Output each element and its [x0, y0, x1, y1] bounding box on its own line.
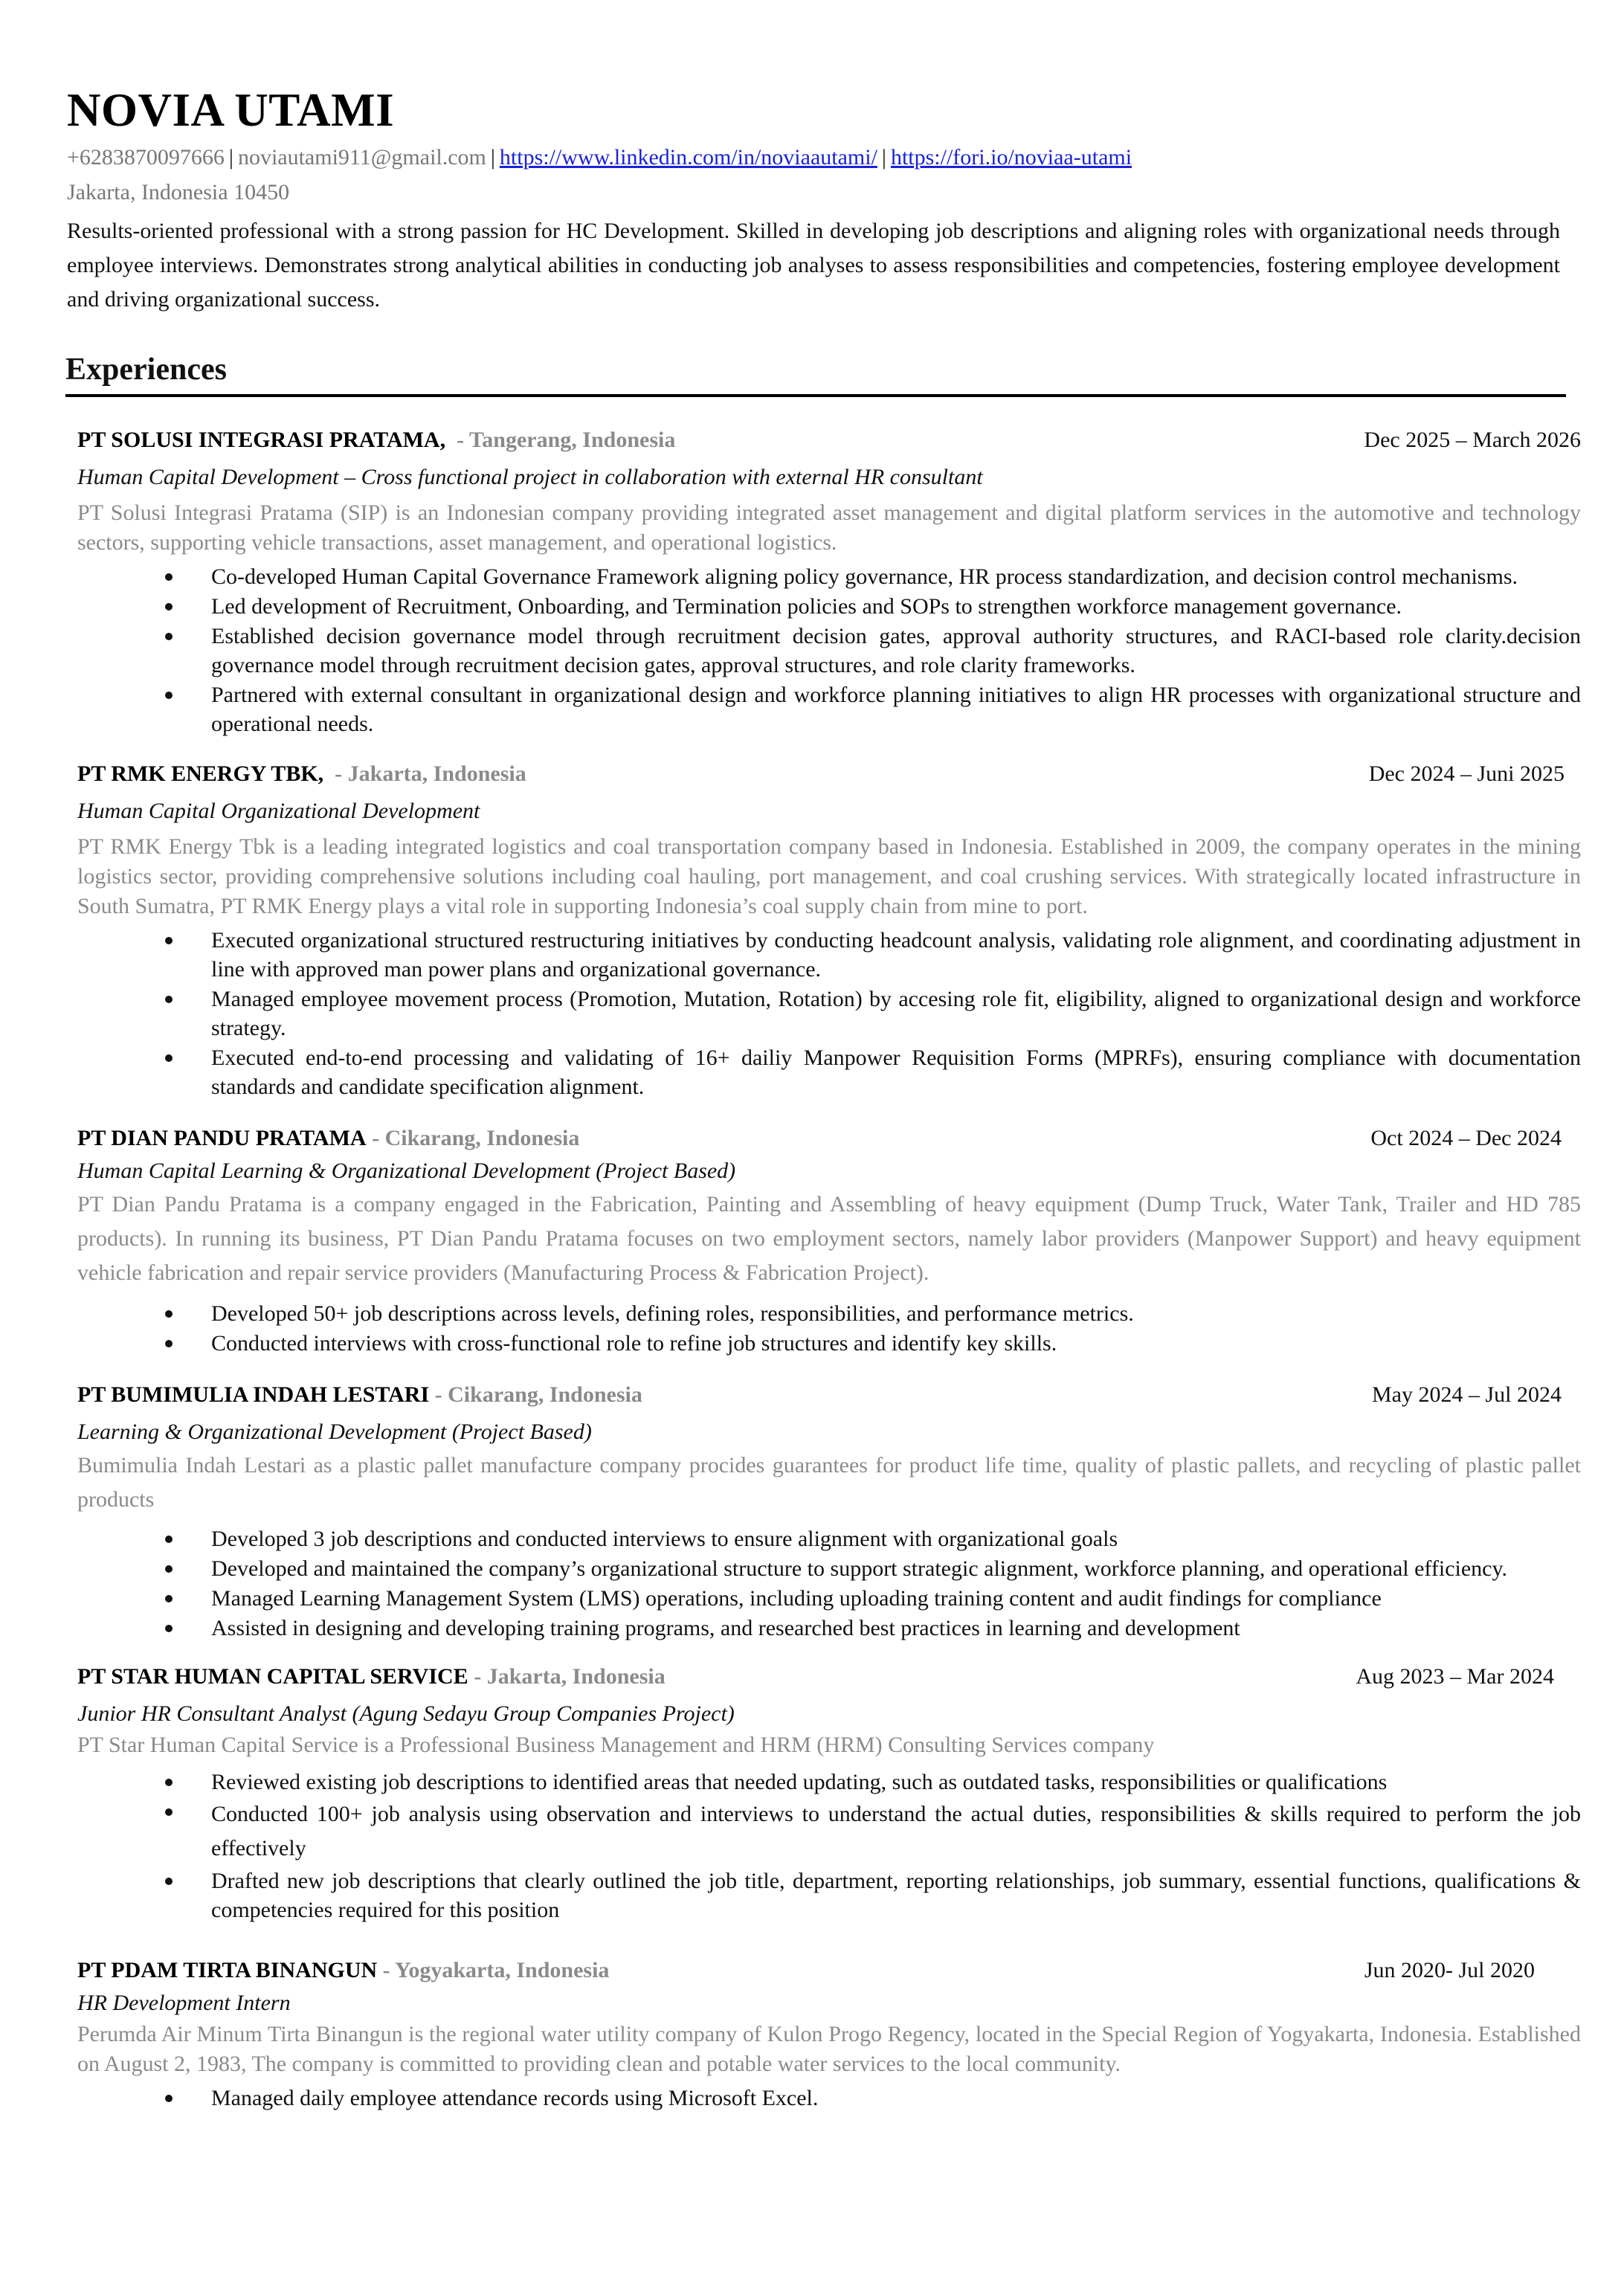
employment-dates: Aug 2023 – Mar 2024 [1356, 1664, 1554, 1689]
experience-header [77, 1122, 1562, 1155]
list-item: Developed 50+ job descriptions across levels, defining roles, responsibilities, and performance metrics. [211, 1299, 1581, 1328]
experience-entry-body [77, 1416, 1581, 1643]
list-item: Managed employee movement process (Promotion, Mutation, Rotation) by accesing role fit, eligibility, aligned to organizational design and workforce strategy. [211, 985, 1581, 1043]
achievement-list [77, 562, 1581, 738]
experience-entry [77, 758, 1565, 790]
employment-dates: Dec 2024 – Juni 2025 [1368, 761, 1565, 786]
list-item: Developed and maintained the company’s organizational structure to support strategic alignment, workforce planning, and operational efficiency. [211, 1554, 1581, 1583]
email-address: noviautami911@gmail.com [237, 145, 486, 170]
experience-entry [77, 1379, 1562, 1411]
job-title: Junior HR Consultant Analyst (Agung Sedayu Group Companies Project) [77, 1701, 735, 1726]
company-name: PT DIAN PANDU PRATAMA [77, 1126, 367, 1150]
list-item: Conducted 100+ job analysis using observation and interviews to understand the actual duties, responsibilities & skills required to perform the job effectively [211, 1797, 1581, 1866]
company-description: PT Star Human Capital Service is a Professional Business Management and HRM (HRM) Consulting Services company [77, 1733, 1155, 1757]
experience-entry-body [77, 1987, 1581, 2113]
company-description: PT RMK Energy Tbk is a leading integrated logistics and coal transportation company based in Indonesia. Established in 2009, the company operates in the mining logistics sector, providing comprehensive solutions including coal hauling, port management, and coal crushing services. With strategically located infrastructure in South Sumatra, PT RMK Energy plays a vital role in supporting Indonesia’s coal supply chain from mine to port. [77, 834, 1581, 918]
company-name: PT BUMIMULIA INDAH LESTARI [77, 1382, 430, 1407]
address: Jakarta, Indonesia 10450 [67, 180, 290, 204]
list-item: Executed organizational structured restructuring initiatives by conducting headcount analysis, validating role alignment, and coordinating adjustment in line with approved man power plans and organizational governance. [211, 926, 1581, 984]
experience-entry-body [77, 1698, 1581, 1924]
company-location: - Tangerang, Indonesia [457, 428, 676, 452]
achievement-list [77, 2084, 1581, 2113]
experience-entry [77, 1122, 1562, 1155]
list-item: Developed 3 job descriptions and conducted interviews to ensure alignment with organizational goals [211, 1524, 1581, 1553]
company-description: PT Solusi Integrasi Pratama (SIP) is an Indonesian company providing integrated asset management and digital platform services in the automotive and technology sectors, supporting vehicle transactions, asset management, and operational logistics. [77, 500, 1581, 555]
portfolio-link[interactable]: https://fori.io/noviaa-utami [890, 145, 1132, 170]
list-item: Assisted in designing and developing training programs, and researched best practices in learning and development [211, 1614, 1581, 1643]
separator: | [881, 145, 886, 170]
list-item: Reviewed existing job descriptions to identified areas that needed updating, such as outdated tasks, responsibilities or qualifications [211, 1768, 1581, 1797]
experiences-heading: Experiences [65, 349, 1566, 397]
list-item: Managed Learning Management System (LMS) operations, including uploading training content and audit findings for compliance [211, 1584, 1581, 1613]
company-location: - Jakarta, Indonesia [335, 761, 526, 786]
company-name: PT SOLUSI INTEGRASI PRATAMA, [77, 428, 446, 452]
company-description: Perumda Air Minum Tirta Binangun is the regional water utility company of Kulon Progo Regency, located in the Special Region of Yogyakarta, Indonesia. Established on August 2, 1983, The company is committed to providing clean and potable water services to the local community. [77, 2022, 1581, 2076]
list-item: Established decision governance model through recruitment decision gates, approval authority structures, and RACI-based role clarity.decision governance model through recruitment decision gates, approval structures, and role clarity frameworks. [211, 622, 1581, 680]
employment-dates: May 2024 – Jul 2024 [1372, 1382, 1562, 1407]
list-item: Co-developed Human Capital Governance Framework aligning policy governance, HR process standardization, and decision control mechanisms. [211, 562, 1581, 591]
company-name: PT RMK ENERGY TBK, [77, 761, 324, 786]
experience-header [77, 1954, 1535, 1987]
experience-entry [77, 424, 1581, 738]
contact-line [67, 141, 1566, 174]
company-location: - Yogyakarta, Indonesia [382, 1958, 610, 1982]
linkedin-link[interactable]: https://www.linkedin.com/in/noviaautami/ [499, 145, 877, 170]
company-name: PT PDAM TIRTA BINANGUN [77, 1958, 378, 1982]
separator: | [490, 145, 495, 170]
list-item: Managed daily employee attendance records using Microsoft Excel. [211, 2084, 1581, 2113]
list-item: Partnered with external consultant in organizational design and workforce planning initiatives to align HR processes with organizational structure and operational needs. [211, 680, 1581, 738]
list-item: Conducted interviews with cross-functional role to refine job structures and identify key skills. [211, 1329, 1581, 1358]
experience-header [77, 424, 1581, 457]
experience-entry-body [77, 795, 1581, 1101]
achievement-list [77, 926, 1581, 1101]
company-location: - Jakarta, Indonesia [474, 1664, 666, 1689]
company-description: Bumimulia Indah Lestari as a plastic pallet manufacture company procides guarantees for product life time, quality of plastic pallets, and recycling of plastic pallet products [77, 1453, 1581, 1512]
company-description: PT Dian Pandu Pratama is a company engaged in the Fabrication, Painting and Assembling of heavy equipment (Dump Truck, Water Tank, Trailer and HD 785 products). In running its business, PT Dian Pandu Pratama focuses on two employment sectors, namely labor providers (Manpower Support) and heavy equipment vehicle fabrication and repair service providers (Manufacturing Process & Fabrication Project). [77, 1192, 1581, 1285]
company-name: PT STAR HUMAN CAPITAL SERVICE [77, 1664, 468, 1689]
achievement-list [77, 1524, 1581, 1643]
company-location: - Cikarang, Indonesia [372, 1126, 580, 1150]
job-title: Human Capital Development – Cross functional project in collaboration with external HR consultant [77, 465, 983, 489]
job-title: HR Development Intern [77, 1991, 291, 2015]
job-title: Human Capital Organizational Development [77, 799, 480, 823]
experience-header [77, 1660, 1554, 1693]
company-location: - Cikarang, Indonesia [434, 1382, 642, 1407]
job-title: Human Capital Learning & Organizational Development (Project Based) [77, 1159, 736, 1183]
job-title: Learning & Organizational Development (Project Based) [77, 1420, 592, 1444]
experience-entry [77, 1660, 1554, 1693]
list-item: Led development of Recruitment, Onboarding, and Termination policies and SOPs to strengthen workforce management governance. [211, 592, 1581, 621]
employment-dates: Jun 2020- Jul 2020 [1364, 1958, 1535, 1982]
employment-dates: Dec 2025 – March 2026 [1364, 428, 1581, 452]
list-item: Drafted new job descriptions that clearly outlined the job title, department, reporting relationships, job summary, essential functions, qualifications & competencies required for this position [211, 1866, 1581, 1924]
professional-summary: Results-oriented professional with a strong passion for HC Development. Skilled in developing job descriptions and aligning roles with organizational needs through employee interviews. Demonstrates strong analytical abilities in conducting job analyses to assess responsibilities and competencies, fostering employee development and driving organizational success. [67, 219, 1560, 312]
experience-entry [77, 1954, 1535, 1987]
experience-entry-body [77, 1155, 1581, 1358]
experience-header [77, 1379, 1562, 1411]
separator: | [228, 145, 233, 170]
experience-header [77, 758, 1565, 790]
list-item: Executed end-to-end processing and validating of 16+ dailiy Manpower Requisition Forms (MPRFs), ensuring compliance with documentation standards and candidate specification alignment. [211, 1043, 1581, 1101]
candidate-name: NOVIA UTAMI [67, 84, 395, 136]
employment-dates: Oct 2024 – Dec 2024 [1370, 1126, 1562, 1150]
achievement-list [77, 1299, 1581, 1358]
achievement-list [77, 1768, 1581, 1924]
phone-number: +6283870097666 [67, 145, 225, 170]
